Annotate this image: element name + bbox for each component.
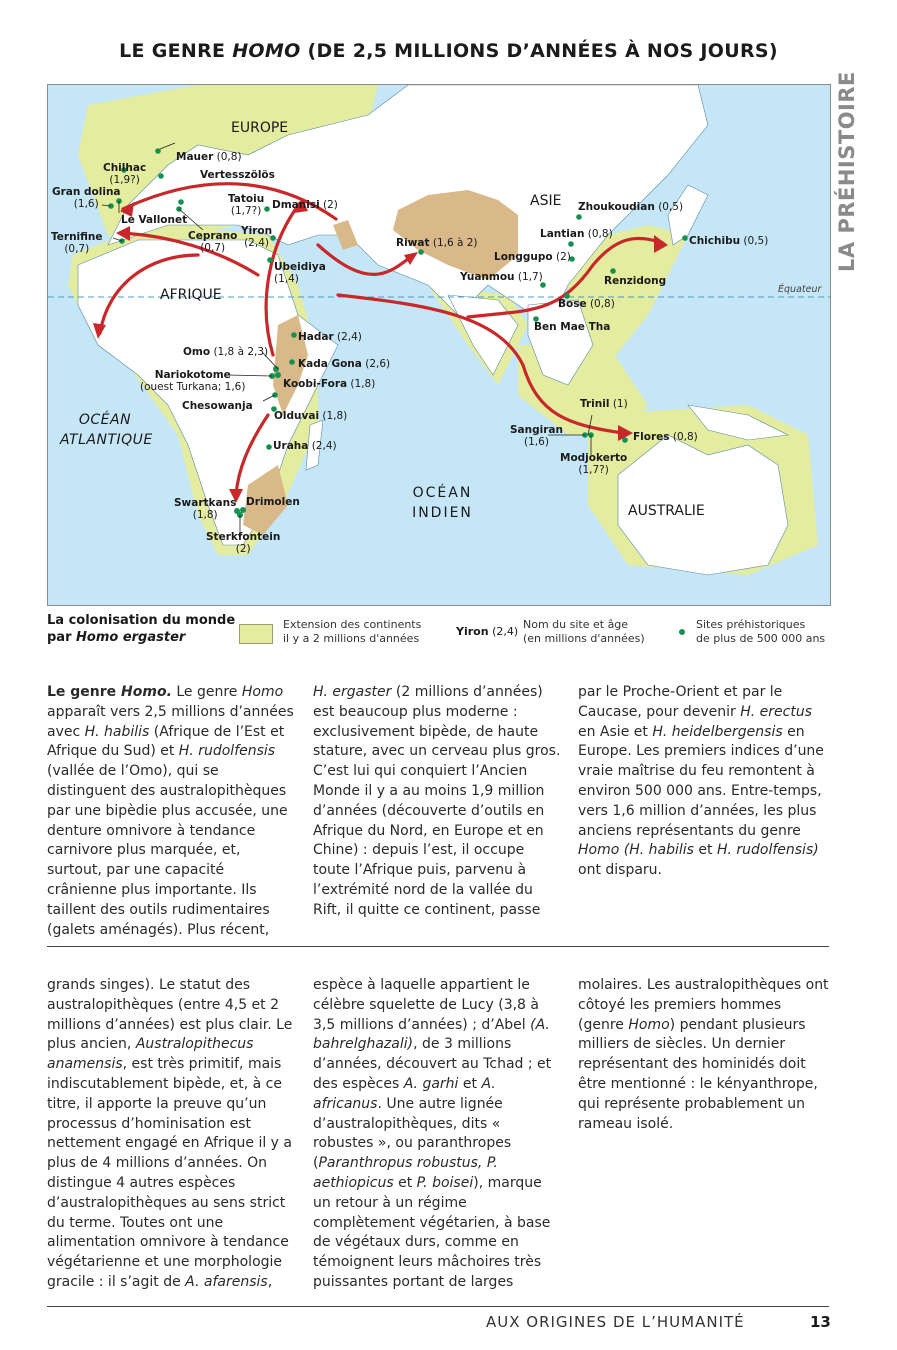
site-label-riwat: Riwat (1,6 à 2) (396, 237, 478, 249)
ocean-atlantique (60, 410, 153, 450)
region-europe: EUROPE (231, 120, 289, 136)
site-dot-koobi-fora (275, 372, 281, 378)
title-suffix: (DE 2,5 MILLIONS D’ANNÉES À NOS JOURS) (300, 40, 778, 62)
site-label-mauer: Mauer (0,8) (176, 151, 242, 163)
section-label (832, 71, 862, 275)
page-number: 13 (810, 1313, 831, 1331)
site-label-vertesszolos: Vertesszölös (200, 169, 275, 181)
equator-label: Équateur (778, 284, 822, 295)
site-label-bose: Bose (0,8) (558, 298, 615, 310)
site-label-swartkans: Swartkans (1,8) (174, 497, 237, 521)
map (47, 84, 831, 606)
article-top-col2: H. ergaster (2 millions d’années) est beaucoup plus moderne : exclusivement bipède, de haute stature, avec un cerveau plus gros. C’est lui qui conquiert l’Ancien Monde il y a au moins 1,9 million d’années (découverte d’outils en Afrique du Nord, en Europe et en Chine) : depuis l’est, il occupe toute l’Afrique puis, parvenu à l’extrémité nord de la vallée du Rift, il quitte ce continent, passe (313, 684, 561, 918)
footer-divider (47, 1306, 829, 1307)
site-dot-riwat (418, 249, 424, 255)
ocean-atlantique-line1: OCÉAN (78, 412, 132, 428)
ocean-indien-line2: INDIEN (412, 505, 473, 521)
title-prefix: LE GENRE (119, 40, 233, 62)
site-dot-vertesszolos (158, 173, 164, 179)
legend-name-age-text: Nom du site et âge (en millions d'années) (523, 618, 645, 645)
ocean-atlantique-line2: ATLANTIQUE (60, 432, 153, 448)
running-footer: AUX ORIGINES DE L’HUMANITÉ (486, 1313, 745, 1331)
article-bottom-col2: espèce à laquelle appartient le célèbre squelette de Lucy (3,8 à 3,5 millions d’années) ; d’Abel (A. bahrelghazali), de 3 millions d’années, découvert au Tchad ; et des espèces A. garhi et A. africanus. Une autre lignée d’australopithèques, dits « robustes », ou paranthropes (Paranthropus robustus, P. aethiopicus et P. boisei), marque un retour à un régime complètement végétarien, à base de végétaux durs, comme en témoignent leurs mâchoires très puissantes portant de larges (313, 977, 552, 1290)
site-label-chichibu: Chichibu (0,5) (689, 235, 769, 247)
site-dot-renzidong (610, 268, 616, 274)
site-label-chesowanja: Chesowanja (182, 400, 253, 412)
site-label-sangiran: Sangiran (1,6) (510, 424, 563, 448)
site-label-tatoiu: Tatoiu (1,7?) (228, 193, 265, 217)
legend-title (47, 612, 235, 646)
site-dot-ubeidiya (267, 257, 273, 263)
map-graphic (48, 85, 830, 605)
ocean-indien-line1: OCÉAN (412, 485, 473, 501)
site-label-longgupo: Longgupo (2) (494, 251, 571, 263)
site-dot-tatoiu (178, 199, 184, 205)
site-label-dmanisi: Dmanisi (2) (272, 199, 338, 211)
site-dot-uraha (266, 444, 272, 450)
article-top-col3: par le Proche-Orient et par le Caucase, pour devenir H. erectus en Asie et H. heidelbergensis en Europe. Les premiers indices d’une vraie maîtrise du feu remontent à environ 500 000 ans. Entre-temps, vers 1,6 million d’années, les plus anciens représentants du genre Homo (H. habilis et H. rudolfensis) ont disparu. (578, 684, 824, 879)
site-dot-yuanmou (540, 282, 546, 288)
section-divider (47, 946, 829, 947)
legend-site-example: Yiron (2,4) (456, 625, 519, 638)
site-label-ceprano: Ceprano (0,7) (188, 230, 238, 254)
site-label-yuanmou: Yuanmou (1,7) (460, 271, 543, 283)
ocean-indien (400, 483, 485, 523)
site-dot-flores (622, 437, 628, 443)
site-dot-chichibu (682, 235, 688, 241)
legend-title-line2: par Homo ergaster (47, 630, 186, 645)
legend-title-line1: La colonisation du monde (47, 613, 236, 628)
site-label-lantian: Lantian (0,8) (540, 228, 613, 240)
site-label-ben-mae-tha: Ben Mae Tha (534, 321, 611, 333)
article-top-col1: Le genre Homo. Le genre Homo apparaît vers 2,5 millions d’années avec H. habilis (Afrique de l’Est et Afrique du Sud) et H. rudolfensis (vallée de l’Omo), qui se distinguent des australopithèques par une bipèdie plus accusée, une denture omnivore à tendance carnivore plus marquée, et, surtout, par une capacité crânienne plus importante. Ils taillent des outils rudimentaires (galets aménagés). Plus récent, (47, 684, 294, 938)
legend-sites-text: Sites préhistoriques de plus de 500 000 ans (696, 618, 826, 645)
map-legend (47, 612, 837, 652)
ancient-land-swatch (239, 624, 273, 644)
site-label-uraha: Uraha (2,4) (273, 440, 337, 452)
site-label-yiron: Yiron (2,4) (241, 225, 273, 249)
site-label-ternifine: Ternifine (0,7) (51, 231, 103, 255)
article-bottom-col1: grands singes). Le statut des australopithèques (entre 4,5 et 2 millions d’années) est plus clair. Le plus ancien, Australopithecus anamensis, est très primitif, mais indiscutablement bipède, et, à ce titre, il apporte la preuve qu’un processus d’hominisation est nettement engagé en Afrique il y a plus de 4 millions d’années. On distingue 4 autres espèces d’australopithèques au sens strict du terme. Toutes ont une alimentation omnivore à tendance végétarienne et une morphologie gracile : il s’agit de A. afarensis, (47, 977, 293, 1290)
region-australie: AUSTRALIE (628, 503, 705, 519)
site-label-chilhac: Chilhac (1,9?) (103, 162, 147, 186)
site-dot-lantian (568, 241, 574, 247)
site-label-trinil: Trinil (1) (580, 398, 628, 410)
site-label-ubeidiya: Ubeidiya (1,4) (274, 261, 326, 285)
site-dot-kada-gona (289, 359, 295, 365)
site-label-drimolen: Drimolen (246, 496, 300, 508)
region-afrique: AFRIQUE (160, 287, 222, 303)
site-label-renzidong: Renzidong (604, 275, 667, 287)
site-dot-dmanisi (264, 206, 270, 212)
site-label-le-vallonet: Le Vallonet (121, 214, 188, 226)
site-label-olduvai: Olduvai (1,8) (274, 410, 348, 422)
section-label-text: LA PRÉHISTOIRE (835, 71, 859, 272)
site-label-flores: Flores (0,8) (633, 431, 698, 443)
article-bottom-col3: molaires. Les australopithèques ont côtoyé les premiers hommes (genre Homo) pendant plusieurs milliers de siècles. Un dernier représentant des hominidés doit être mentionné : le kényanthrope, qui représente probablement un rameau isolé. (578, 977, 829, 1132)
site-label-koobi-fora: Koobi-Fora (1,8) (283, 378, 376, 390)
site-label-sterkfontein: Sterkfontein (2) (206, 531, 281, 555)
site-label-hadar: Hadar (2,4) (298, 331, 362, 343)
title-italic: HOMO (232, 40, 301, 62)
site-label-gran-dolina: Gran dolina (1,6) (52, 186, 121, 210)
site-dot-hadar (291, 332, 297, 338)
site-label-zhoukoudian: Zhoukoudian (0,5) (578, 201, 684, 213)
page-title (0, 40, 897, 62)
region-asie: ASIE (530, 193, 562, 209)
legend-extension-text: Extension des continents il y a 2 millions d'années (283, 618, 422, 645)
site-dot-mauer (155, 148, 161, 154)
site-label-nariokotome: Nariokotome (ouest Turkana; 1,6) (140, 369, 246, 393)
site-dot-legend-icon (679, 629, 685, 635)
site-label-kada-gona: Kada Gona (2,6) (298, 358, 391, 370)
site-dot-zhoukoudian (576, 214, 582, 220)
site-label-modjokerto: Modjokerto (1,7?) (560, 452, 628, 476)
site-label-omo: Omo (1,8 à 2,3) (183, 346, 269, 358)
